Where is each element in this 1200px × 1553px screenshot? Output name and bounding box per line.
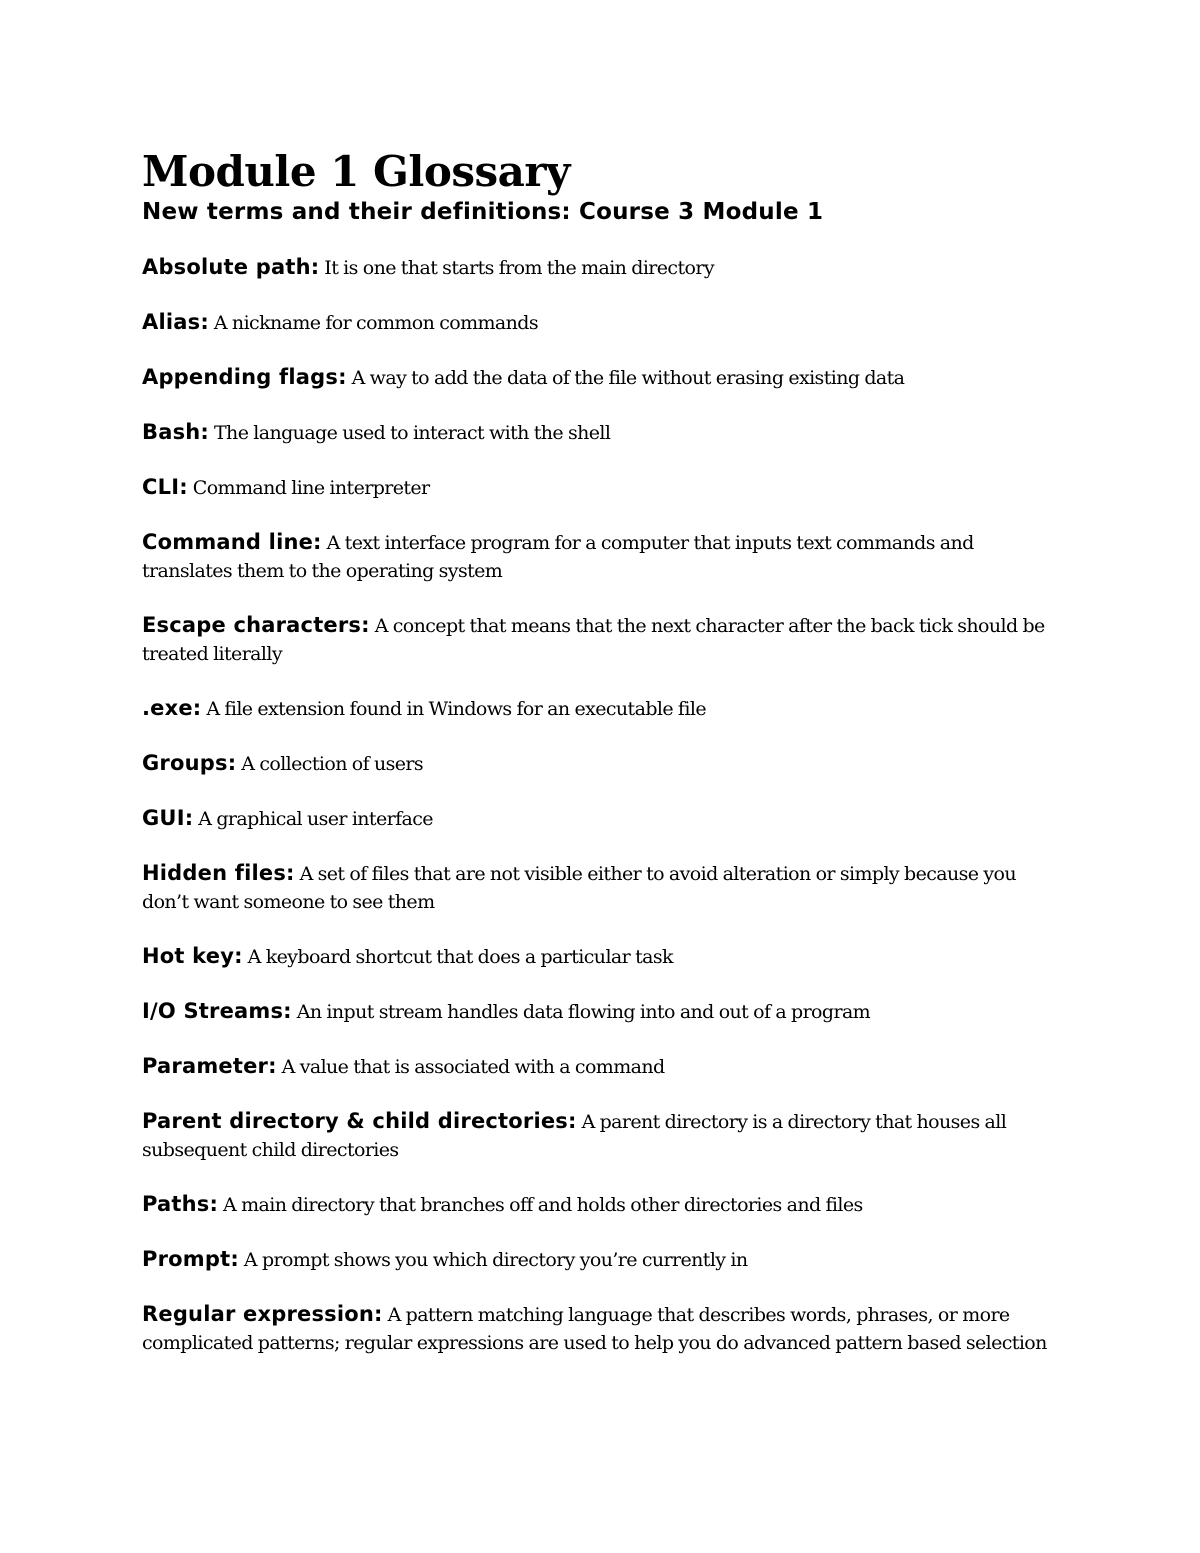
glossary-definition: A parent directory is a directory that houses all subsequent child directories	[142, 1111, 1007, 1161]
glossary-definition: A file extension found in Windows for an executable file	[206, 698, 706, 720]
glossary-entry	[142, 473, 1062, 502]
glossary-term: Absolute path:	[142, 255, 320, 279]
glossary-entry	[142, 1190, 1062, 1219]
glossary-entry	[142, 308, 1062, 337]
glossary-term: Parameter:	[142, 1054, 277, 1078]
glossary-entry	[142, 528, 1062, 585]
glossary-term: I/O Streams:	[142, 999, 292, 1023]
glossary-term: Command line:	[142, 530, 322, 554]
glossary-definition: A set of files that are not visible either to avoid alteration or simply because you don’t want someone to see them	[142, 863, 1016, 913]
glossary-definition: A keyboard shortcut that does a particular task	[247, 946, 673, 968]
glossary-entry	[142, 859, 1062, 916]
glossary-entry	[142, 804, 1062, 833]
glossary-term: Hidden files:	[142, 861, 295, 885]
glossary-entry	[142, 1107, 1062, 1164]
glossary-term: Hot key:	[142, 944, 243, 968]
document-title: Module 1 Glossary	[142, 147, 570, 196]
glossary-entry	[142, 363, 1062, 392]
document-subtitle: New terms and their definitions: Course 3 Module 1	[142, 199, 824, 225]
glossary-definition: Command line interpreter	[192, 477, 430, 499]
glossary-entry	[142, 1245, 1062, 1274]
glossary-term: Prompt:	[142, 1247, 239, 1271]
glossary-definition: A pattern matching language that describes words, phrases, or more complicated patterns; regular expressions are used to help you do advanced pattern based selection	[142, 1304, 1047, 1354]
glossary-term: GUI:	[142, 806, 194, 830]
glossary-definition: A value that is associated with a command	[281, 1056, 665, 1078]
glossary-definition: The language used to interact with the shell	[213, 422, 611, 444]
glossary-entry	[142, 253, 1062, 282]
glossary-entry	[142, 694, 1062, 723]
document-page	[142, 146, 1062, 1383]
glossary-entry	[142, 611, 1062, 668]
glossary-term: Groups:	[142, 751, 237, 775]
glossary-term: Parent directory & child directories:	[142, 1109, 577, 1133]
glossary-term: Bash:	[142, 420, 210, 444]
glossary-definition: A main directory that branches off and holds other directories and files	[223, 1194, 863, 1216]
glossary-term: Paths:	[142, 1192, 219, 1216]
glossary-entry	[142, 749, 1062, 778]
glossary-definition: A nickname for common commands	[213, 312, 538, 334]
glossary-definition: A concept that means that the next character after the back tick should be treated literally	[142, 615, 1045, 665]
glossary-list	[142, 253, 1062, 1357]
glossary-definition: A collection of users	[241, 753, 424, 775]
glossary-term: CLI:	[142, 475, 188, 499]
glossary-entry	[142, 1300, 1062, 1357]
glossary-term: Escape characters:	[142, 613, 370, 637]
glossary-definition: It is one that starts from the main directory	[324, 257, 714, 279]
glossary-entry	[142, 997, 1062, 1026]
glossary-term: Alias:	[142, 310, 209, 334]
glossary-definition: A graphical user interface	[198, 808, 433, 830]
glossary-term: Regular expression:	[142, 1302, 383, 1326]
glossary-definition: A prompt shows you which directory you’re currently in	[243, 1249, 748, 1271]
glossary-entry	[142, 1052, 1062, 1081]
glossary-entry	[142, 418, 1062, 447]
glossary-definition: A text interface program for a computer that inputs text commands and translates them to the operating system	[142, 532, 974, 582]
glossary-entry	[142, 942, 1062, 971]
glossary-definition: An input stream handles data flowing into and out of a program	[296, 1001, 871, 1023]
glossary-term: .exe:	[142, 696, 202, 720]
glossary-definition: A way to add the data of the file without erasing existing data	[351, 367, 905, 389]
glossary-term: Appending flags:	[142, 365, 347, 389]
